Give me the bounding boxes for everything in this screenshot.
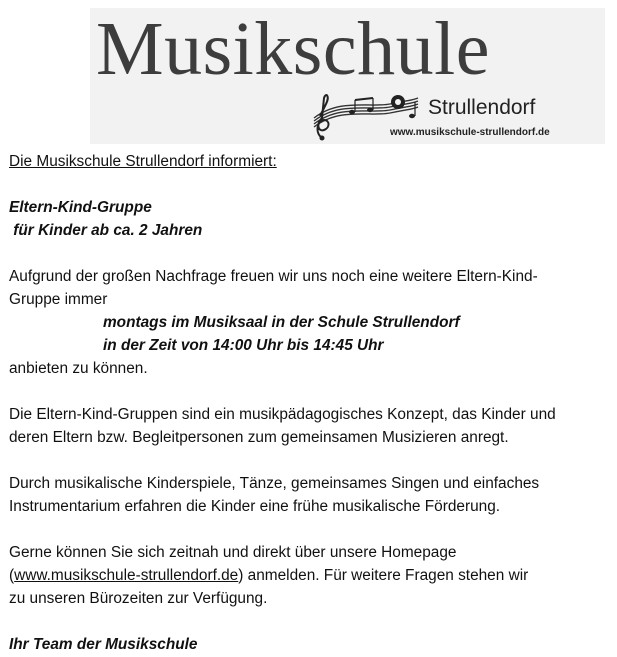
- intro-heading: Die Musikschule Strullendorf informiert:: [9, 153, 277, 170]
- paragraph-line: Gruppe immer: [9, 291, 108, 308]
- logo-website: www.musikschule-strullendorf.de: [390, 127, 550, 138]
- paragraph-line: Die Eltern-Kind-Gruppen sind ein musikpädagogisches Konzept, das Kinder und: [9, 406, 556, 423]
- paragraph-line: [9, 564, 613, 587]
- logo-place-name: Strullendorf: [428, 96, 536, 119]
- signature: Ihr Team der Musikschule: [9, 636, 198, 653]
- schedule-time: in der Zeit von 14:00 Uhr bis 14:45 Uhr: [103, 337, 384, 354]
- paragraph-text: ) anmelden. Für weitere Fragen stehen wir: [238, 567, 529, 584]
- paragraph-line: Aufgrund der großen Nachfrage freuen wir uns noch eine weitere Eltern-Kind-: [9, 268, 538, 285]
- age-info: für Kinder ab ca. 2 Jahren: [9, 222, 203, 239]
- paragraph-line: Instrumentarium erfahren die Kinder eine frühe musikalische Förderung.: [9, 498, 501, 515]
- group-title: Eltern-Kind-Gruppe: [9, 199, 152, 216]
- paragraph-line: Gerne können Sie sich zeitnah und direkt über unsere Homepage: [9, 544, 457, 561]
- schedule-place: montags im Musiksaal in der Schule Strullendorf: [103, 314, 460, 331]
- logo-title: Musikschule: [96, 7, 490, 91]
- logo-banner: [90, 8, 605, 144]
- paragraph-line: deren Eltern bzw. Begleitpersonen zum gemeinsamen Musizieren anregt.: [9, 429, 509, 446]
- paragraph-line: anbieten zu können.: [9, 360, 148, 377]
- announcement-body: [9, 150, 613, 656]
- paragraph-line: Durch musikalische Kinderspiele, Tänze, gemeinsames Singen und einfaches: [9, 475, 540, 492]
- paragraph-line: zu unseren Bürozeiten zur Verfügung.: [9, 590, 268, 607]
- paren-open: (: [9, 567, 15, 584]
- homepage-link[interactable]: www.musikschule-strullendorf.de: [14, 567, 239, 584]
